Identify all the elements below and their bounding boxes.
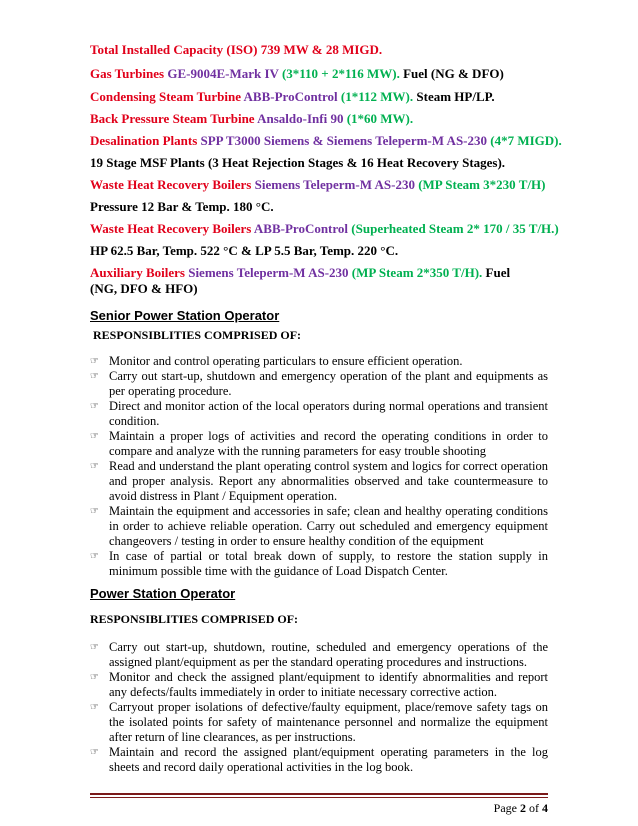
whrb-1-pressure: Pressure 12 Bar & Temp. 180 °C. — [90, 199, 274, 214]
list-item-text: Carry out start-up, shutdown and emergency operation of the plant and equipments as per operating procedure. — [109, 369, 548, 398]
pointing-hand-icon: ☞ — [90, 431, 99, 442]
condensing-turbine-capacity: (1*112 MW). — [340, 89, 414, 104]
whrb-2-capacity: (Superheated Steam 2* 170 / 35 T/H.) — [351, 221, 559, 236]
list-item — [90, 369, 548, 399]
capacity-line-3 — [90, 89, 495, 105]
capacity-total-text: Total Installed Capacity (ISO) 739 MW & 28 MIGD. — [90, 42, 383, 57]
operator-responsibilities-subheading: RESPONSIBLITIES COMPRISED OF: — [90, 612, 299, 626]
list-item-text: Monitor and check the assigned plant/equipment to identify abnormalities and report any defects/faults immediately in order to initiate necessary corrective action. — [109, 670, 548, 699]
aux-boilers-fuel: Fuel (NG, DFO & HFO) — [90, 265, 511, 296]
list-item-text: Maintain and record the assigned plant/equipment operating parameters in the log sheets and record daily operational activities in the log book. — [109, 745, 548, 774]
pointing-hand-icon: ☞ — [90, 506, 99, 517]
list-item — [90, 640, 548, 670]
page-label: Page — [493, 801, 520, 815]
list-item — [90, 504, 548, 549]
back-pressure-capacity: (1*60 MW). — [346, 111, 414, 126]
pointing-hand-icon: ☞ — [90, 356, 99, 367]
footer-rule-thin — [90, 797, 548, 798]
list-item-text: Carryout proper isolations of defective/faulty equipment, place/remove safety tags on the isolated points for safety of maintenance personnel and normalize the equipment after return of line clearances, as per instructions. — [109, 700, 548, 744]
pointing-hand-icon: ☞ — [90, 371, 99, 382]
capacity-line-11 — [90, 265, 538, 297]
aux-boilers-model: Siemens Teleperm-M AS-230 — [188, 265, 352, 280]
whrb-2-pressure: HP 62.5 Bar, Temp. 522 °C & LP 5.5 Bar, Temp. 220 °C. — [90, 243, 399, 258]
gas-turbines-model: GE-9004E-Mark IV — [167, 66, 282, 81]
list-item-text: Monitor and control operating particulars to ensure efficient operation. — [109, 354, 463, 368]
capacity-line-2 — [90, 66, 504, 82]
page-number — [494, 801, 548, 816]
list-item-text: In case of partial or total break down of supply, to restore the station supply in minimum possible time with the guidance of Load Dispatch Center. — [109, 549, 548, 578]
whrb-2-model: ABB-ProControl — [253, 221, 352, 236]
capacity-line-4 — [90, 111, 413, 127]
condensing-turbine-label: Condensing Steam Turbine — [90, 89, 244, 104]
gas-turbines-capacity: (3*110 + 2*116 MW). — [281, 66, 400, 81]
list-item — [90, 459, 548, 504]
senior-responsibilities-list — [90, 354, 548, 579]
pointing-hand-icon: ☞ — [90, 702, 99, 713]
whrb-1-capacity: (MP Steam 3*230 T/H) — [418, 177, 546, 192]
list-item — [90, 354, 548, 369]
capacity-line-5 — [90, 133, 562, 149]
whrb-1-model: Siemens Teleperm-M AS-230 — [254, 177, 419, 192]
list-item-text: Read and understand the plant operating control system and logics for correct operation and proper analysis. Report any abnormalities observed and take countermeasure to avoid distress in Plant / Equipment operation. — [109, 459, 548, 503]
pointing-hand-icon: ☞ — [90, 642, 99, 653]
back-pressure-label: Back Pressure Steam Turbine — [90, 111, 258, 126]
footer-rule-thick — [90, 793, 548, 795]
pointing-hand-icon: ☞ — [90, 551, 99, 562]
pointing-hand-icon: ☞ — [90, 747, 99, 758]
condensing-turbine-model: ABB-ProControl — [243, 89, 341, 104]
list-item — [90, 745, 548, 775]
list-item-text: Maintain the equipment and accessories in safe; clean and healthy operating conditions in order to achieve reliable operation. Carry out scheduled and emergency equipment changeovers / testing in order to ensure healthy condition of the equipment — [109, 504, 548, 548]
page-current: 2 — [520, 801, 526, 815]
page-of-label: of — [526, 801, 542, 815]
whrb-1-label: Waste Heat Recovery Boilers — [90, 177, 255, 192]
capacity-line-7 — [90, 177, 545, 193]
list-item — [90, 700, 548, 745]
capacity-line-10 — [90, 243, 398, 259]
list-item — [90, 549, 548, 579]
pointing-hand-icon: ☞ — [90, 672, 99, 683]
senior-responsibilities-subheading: RESPONSIBLITIES COMPRISED OF: — [93, 328, 302, 342]
gas-turbines-fuel: Fuel (NG & DFO) — [399, 66, 504, 81]
pointing-hand-icon: ☞ — [90, 401, 99, 412]
condensing-turbine-steam: Steam HP/LP. — [413, 89, 495, 104]
capacity-line-9 — [90, 221, 559, 237]
capacity-line-1 — [90, 42, 382, 58]
aux-boilers-label: Auxiliary Boilers — [90, 265, 189, 280]
operator-responsibilities-list — [90, 640, 548, 775]
whrb-2-label: Waste Heat Recovery Boilers — [90, 221, 254, 236]
operator-heading: Power Station Operator — [90, 586, 236, 601]
capacity-line-6 — [90, 155, 505, 171]
list-item — [90, 429, 548, 459]
list-item-text: Maintain a proper logs of activities and record the operating conditions in order to compare and analyze with the running parameters for easy trouble shooting — [109, 429, 548, 458]
msf-plants-text: 19 Stage MSF Plants (3 Heat Rejection Stages & 16 Heat Recovery Stages). — [90, 155, 506, 170]
list-item — [90, 670, 548, 700]
page-total: 4 — [542, 801, 548, 815]
gas-turbines-label: Gas Turbines — [90, 66, 168, 81]
back-pressure-model: Ansaldo-Infi 90 — [257, 111, 347, 126]
list-item-text: Direct and monitor action of the local operators during normal operations and transient condition. — [109, 399, 548, 428]
aux-boilers-capacity: (MP Steam 2*350 T/H). — [351, 265, 483, 280]
list-item-text: Carry out start-up, shutdown, routine, scheduled and emergency operations of the assigned plant/equipment as per the standard operating procedures and instructions. — [109, 640, 548, 669]
list-item — [90, 399, 548, 429]
desalination-capacity: (4*7 MIGD). — [490, 133, 562, 148]
pointing-hand-icon: ☞ — [90, 461, 99, 472]
senior-operator-heading: Senior Power Station Operator — [90, 308, 280, 323]
desalination-label: Desalination Plants — [90, 133, 201, 148]
desalination-model: SPP T3000 Siemens & Siemens Teleperm-M AS-230 — [200, 133, 491, 148]
capacity-line-8 — [90, 199, 274, 215]
